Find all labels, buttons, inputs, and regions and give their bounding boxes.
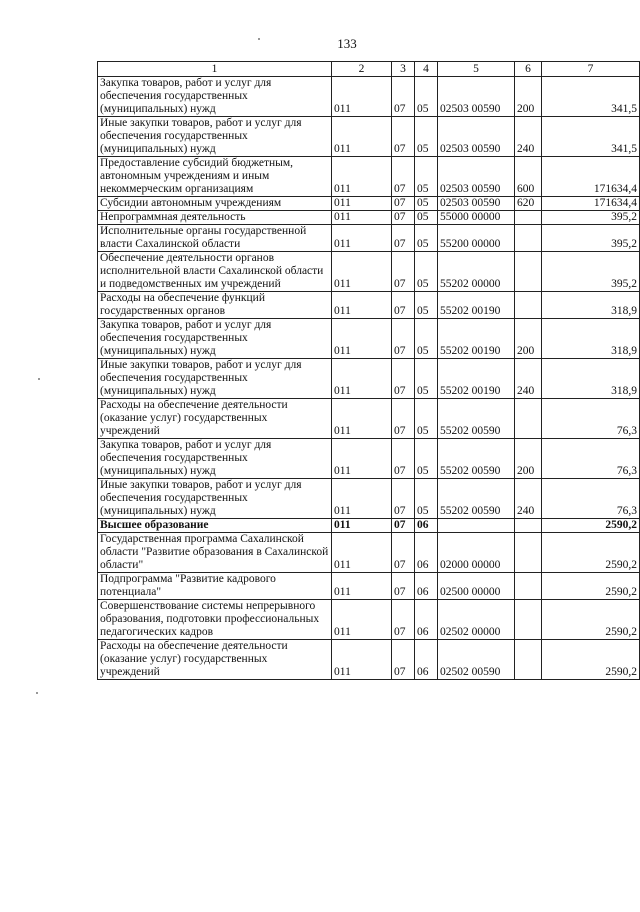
- item-name-cell: Совершенствование системы непрерывного образования, подготовки профессиональных педагогических кадров: [98, 600, 332, 640]
- amount-cell: 395,2: [542, 211, 640, 225]
- section-cell: 07: [392, 479, 415, 519]
- amount-cell: 2590,2: [542, 519, 640, 533]
- rzpr-code-cell: 011: [332, 399, 392, 439]
- expense-type-cell: [515, 252, 542, 292]
- subsection-cell: 05: [415, 319, 438, 359]
- target-article-cell: 02503 00590: [438, 157, 515, 197]
- target-article-cell: 55000 00000: [438, 211, 515, 225]
- item-name-cell: Закупка товаров, работ и услуг для обеспечения государственных (муниципальных) нужд: [98, 319, 332, 359]
- subsection-cell: 05: [415, 252, 438, 292]
- section-cell: 07: [392, 292, 415, 319]
- section-cell: 07: [392, 117, 415, 157]
- target-article-cell: 55202 00590: [438, 479, 515, 519]
- rzpr-code-cell: 011: [332, 600, 392, 640]
- expense-type-cell: 240: [515, 117, 542, 157]
- amount-cell: 171634,4: [542, 157, 640, 197]
- target-article-cell: 02503 00590: [438, 117, 515, 157]
- table-row: [98, 225, 640, 252]
- amount-cell: 2590,2: [542, 533, 640, 573]
- section-cell: 07: [392, 197, 415, 211]
- section-cell: 07: [392, 157, 415, 197]
- rzpr-code-cell: 011: [332, 439, 392, 479]
- expense-type-cell: [515, 519, 542, 533]
- section-cell: 07: [392, 439, 415, 479]
- section-cell: 07: [392, 359, 415, 399]
- target-article-cell: 02503 00590: [438, 77, 515, 117]
- target-article-cell: 02502 00590: [438, 640, 515, 680]
- section-cell: 07: [392, 519, 415, 533]
- page-number: 133: [337, 36, 357, 51]
- subsection-cell: 05: [415, 399, 438, 439]
- rzpr-code-cell: 011: [332, 519, 392, 533]
- section-cell: 07: [392, 211, 415, 225]
- section-cell: 07: [392, 640, 415, 680]
- table-row: [98, 211, 640, 225]
- subsection-cell: 06: [415, 519, 438, 533]
- amount-cell: 341,5: [542, 117, 640, 157]
- target-article-cell: [438, 519, 515, 533]
- amount-cell: 318,9: [542, 359, 640, 399]
- section-cell: 07: [392, 600, 415, 640]
- item-name-cell: Иные закупки товаров, работ и услуг для обеспечения государственных (муниципальных) нужд: [98, 479, 332, 519]
- subsection-cell: 05: [415, 117, 438, 157]
- section-cell: 07: [392, 252, 415, 292]
- subsection-cell: 05: [415, 439, 438, 479]
- table-row: [98, 533, 640, 573]
- table-row: [98, 359, 640, 399]
- amount-cell: 395,2: [542, 225, 640, 252]
- amount-cell: 318,9: [542, 292, 640, 319]
- target-article-cell: 55202 00190: [438, 319, 515, 359]
- item-name-cell: Закупка товаров, работ и услуг для обеспечения государственных (муниципальных) нужд: [98, 439, 332, 479]
- expense-type-cell: [515, 211, 542, 225]
- expense-type-cell: 600: [515, 157, 542, 197]
- target-article-cell: 55202 00190: [438, 292, 515, 319]
- scan-speck: [258, 38, 260, 40]
- table-row: [98, 319, 640, 359]
- expense-type-cell: [515, 292, 542, 319]
- expense-type-cell: [515, 600, 542, 640]
- item-name-cell: Иные закупки товаров, работ и услуг для обеспечения государственных (муниципальных) нужд: [98, 117, 332, 157]
- table-row: [98, 157, 640, 197]
- subsection-cell: 05: [415, 211, 438, 225]
- item-name-cell: Обеспечение деятельности органов исполнительной власти Сахалинской области и подведомственных им учреждений: [98, 252, 332, 292]
- rzpr-code-cell: 011: [332, 197, 392, 211]
- amount-cell: 318,9: [542, 319, 640, 359]
- table-row: [98, 77, 640, 117]
- item-name-cell: Подпрограмма "Развитие кадрового потенциала": [98, 573, 332, 600]
- rzpr-code-cell: 011: [332, 573, 392, 600]
- header-cell: 1: [98, 62, 332, 77]
- amount-cell: 395,2: [542, 252, 640, 292]
- table-row: [98, 519, 640, 533]
- subsection-cell: 06: [415, 640, 438, 680]
- subsection-cell: 05: [415, 197, 438, 211]
- target-article-cell: 55202 00000: [438, 252, 515, 292]
- item-name-cell: Закупка товаров, работ и услуг для обеспечения государственных (муниципальных) нужд: [98, 77, 332, 117]
- expense-type-cell: [515, 225, 542, 252]
- expense-type-cell: [515, 640, 542, 680]
- amount-cell: 76,3: [542, 439, 640, 479]
- header-cell: 2: [332, 62, 392, 77]
- table-header-row: [98, 62, 640, 77]
- amount-cell: 2590,2: [542, 600, 640, 640]
- expense-type-cell: 200: [515, 319, 542, 359]
- table-row: [98, 479, 640, 519]
- section-cell: 07: [392, 77, 415, 117]
- rzpr-code-cell: 011: [332, 77, 392, 117]
- amount-cell: 341,5: [542, 77, 640, 117]
- amount-cell: 2590,2: [542, 640, 640, 680]
- rzpr-code-cell: 011: [332, 225, 392, 252]
- target-article-cell: 02503 00590: [438, 197, 515, 211]
- target-article-cell: 02500 00000: [438, 573, 515, 600]
- expense-type-cell: [515, 573, 542, 600]
- table-row: [98, 252, 640, 292]
- subsection-cell: 05: [415, 359, 438, 399]
- item-name-cell: Исполнительные органы государственной власти Сахалинской области: [98, 225, 332, 252]
- item-name-cell: Расходы на обеспечение функций государственных органов: [98, 292, 332, 319]
- table-row: [98, 117, 640, 157]
- amount-cell: 76,3: [542, 399, 640, 439]
- rzpr-code-cell: 011: [332, 252, 392, 292]
- item-name-cell: Непрограммная деятельность: [98, 211, 332, 225]
- subsection-cell: 06: [415, 533, 438, 573]
- expense-type-cell: [515, 399, 542, 439]
- target-article-cell: 55202 00190: [438, 359, 515, 399]
- rzpr-code-cell: 011: [332, 117, 392, 157]
- table-row: [98, 197, 640, 211]
- budget-table: [97, 61, 640, 680]
- rzpr-code-cell: 011: [332, 479, 392, 519]
- rzpr-code-cell: 011: [332, 211, 392, 225]
- subsection-cell: 05: [415, 77, 438, 117]
- expense-type-cell: 200: [515, 439, 542, 479]
- item-name-cell: Государственная программа Сахалинской области "Развитие образования в Сахалинской области": [98, 533, 332, 573]
- header-cell: 3: [392, 62, 415, 77]
- expense-type-cell: 240: [515, 359, 542, 399]
- header-cell: 7: [542, 62, 640, 77]
- scan-speck: [36, 692, 38, 694]
- expense-type-cell: 240: [515, 479, 542, 519]
- table-row: [98, 573, 640, 600]
- subsection-cell: 06: [415, 600, 438, 640]
- table-row: [98, 439, 640, 479]
- subsection-cell: 05: [415, 225, 438, 252]
- target-article-cell: 02000 00000: [438, 533, 515, 573]
- table-row: [98, 640, 640, 680]
- expense-type-cell: [515, 533, 542, 573]
- item-name-cell: Иные закупки товаров, работ и услуг для обеспечения государственных (муниципальных) нужд: [98, 359, 332, 399]
- item-name-cell: Расходы на обеспечение деятельности (оказание услуг) государственных учреждений: [98, 399, 332, 439]
- subsection-cell: 06: [415, 573, 438, 600]
- table-row: [98, 399, 640, 439]
- amount-cell: 171634,4: [542, 197, 640, 211]
- rzpr-code-cell: 011: [332, 319, 392, 359]
- item-name-cell: Расходы на обеспечение деятельности (оказание услуг) государственных учреждений: [98, 640, 332, 680]
- header-cell: 4: [415, 62, 438, 77]
- header-cell: 6: [515, 62, 542, 77]
- section-cell: 07: [392, 319, 415, 359]
- amount-cell: 76,3: [542, 479, 640, 519]
- expense-type-cell: 620: [515, 197, 542, 211]
- scan-speck: [38, 378, 40, 380]
- section-cell: 07: [392, 533, 415, 573]
- rzpr-code-cell: 011: [332, 640, 392, 680]
- target-article-cell: 02502 00000: [438, 600, 515, 640]
- header-cell: 5: [438, 62, 515, 77]
- target-article-cell: 55202 00590: [438, 399, 515, 439]
- rzpr-code-cell: 011: [332, 359, 392, 399]
- item-name-cell: Высшее образование: [98, 519, 332, 533]
- item-name-cell: Субсидии автономным учреждениям: [98, 197, 332, 211]
- subsection-cell: 05: [415, 479, 438, 519]
- rzpr-code-cell: 011: [332, 292, 392, 319]
- subsection-cell: 05: [415, 292, 438, 319]
- table-row: [98, 600, 640, 640]
- target-article-cell: 55200 00000: [438, 225, 515, 252]
- table-row: [98, 292, 640, 319]
- section-cell: 07: [392, 573, 415, 600]
- subsection-cell: 05: [415, 157, 438, 197]
- amount-cell: 2590,2: [542, 573, 640, 600]
- item-name-cell: Предоставление субсидий бюджетным, автономным учреждениям и иным некоммерческим организациям: [98, 157, 332, 197]
- target-article-cell: 55202 00590: [438, 439, 515, 479]
- section-cell: 07: [392, 225, 415, 252]
- section-cell: 07: [392, 399, 415, 439]
- expense-type-cell: 200: [515, 77, 542, 117]
- rzpr-code-cell: 011: [332, 533, 392, 573]
- rzpr-code-cell: 011: [332, 157, 392, 197]
